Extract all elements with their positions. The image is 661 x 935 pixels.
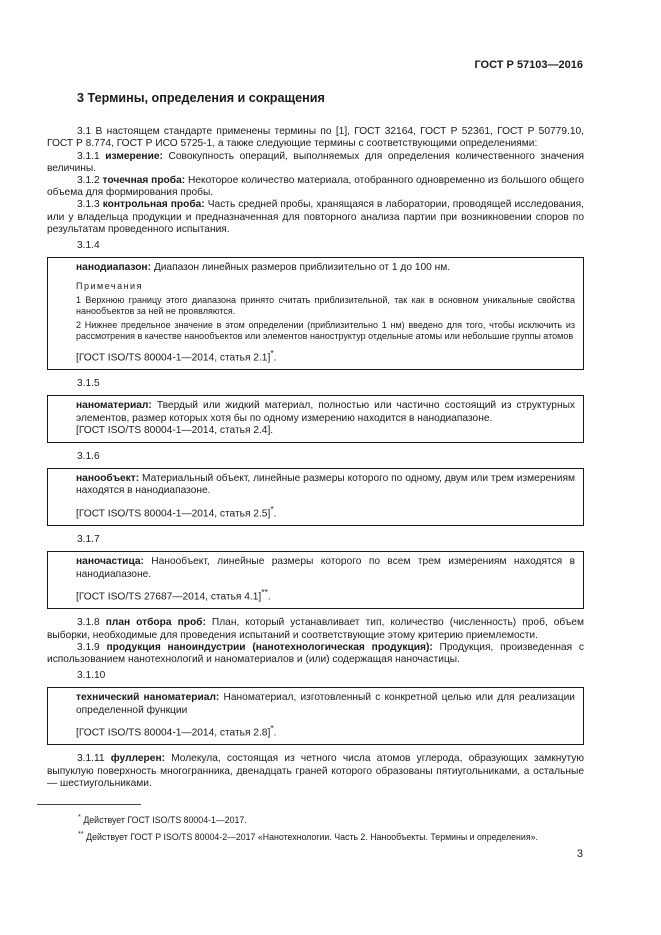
footnote-2: ** Действует ГОСТ Р ISO/TS 80004-2—2017 «Нанотехнологии. Часть 2. Нанообъекты. Термины и определения».: [78, 829, 538, 842]
term-name: продукция наноиндустрии (нанотехнологическая продукция):: [106, 641, 433, 653]
term-definition: Продукция, произведенная с использованием нанотехнологий и наноматериалов и (или) содержащая наночастицы.: [47, 641, 585, 666]
term-number: 3.1.3: [77, 199, 100, 211]
term-source: [ГОСТ ISO/TS 27687—2014, статья 4.1]**.: [76, 586, 271, 603]
term-number-3-1-10: 3.1.10: [77, 670, 106, 682]
note-1: 1 Верхнюю границу этого диапазона принято считать приблизительной, так как в основном уникальные свойства нанообъектов за ней не проявляются.: [76, 294, 575, 316]
footnote-1: * Действует ГОСТ ISO/TS 80004-1—2017.: [78, 812, 247, 825]
term-3-1-11: [47, 753, 584, 790]
term-definition: Диапазон линейных размеров приблизительно от 1 до 100 нм.: [153, 262, 451, 274]
term-source: [ГОСТ ISO/TS 80004-1—2014, статья 2.5]*.: [76, 503, 277, 520]
term-definition: Нанообъект, линейные размеры которого по всем трем измерениям находятся в нанодиапазоне.: [76, 556, 575, 580]
term-name: контрольная проба:: [102, 199, 205, 211]
term-name: фуллерен:: [110, 753, 165, 765]
term-definition: Наноматериал, изготовленный с конкретной целью или для реализации определенной функции: [76, 692, 575, 716]
footnote-marker: *: [270, 503, 274, 514]
term-entry: [76, 400, 575, 424]
term-definition: План, который устанавливает тип, количество (численность) проб, объем выборки, необходимые для проведения испытаний и соответствующие этому критерию приемлемости.: [47, 617, 584, 641]
term-name: наночастица:: [76, 556, 144, 568]
term-entry: [76, 692, 575, 716]
term-definition: Твердый или жидкий материал, полностью или частично состоящий из структурных элементов, размер которых хотя бы по одному измерению находится в нанодиапазоне.: [76, 400, 575, 424]
section-title: 3 Термины, определения и сокращения: [77, 91, 325, 105]
term-3-1-8: [47, 617, 584, 641]
term-number: 3.1.2: [77, 175, 100, 187]
term-number: 3.1.9: [77, 641, 100, 653]
term-box-3-1-7: [47, 551, 584, 609]
term-number: 3.1.1: [77, 150, 100, 162]
term-source: [ГОСТ ISO/TS 80004-1—2014, статья 2.8]*.: [76, 722, 277, 739]
footnote-separator: [37, 804, 141, 805]
note-2: 2 Нижнее предельное значение в этом определении (приблизительно 1 нм) введено для того, чтобы исключить из рассмотрения в качестве нанообъектов или элементов наноструктур отдельные атомы или небольшие группы атомов: [76, 319, 575, 341]
term-definition: Материальный объект, линейные размеры которого по одному, двум или трем измерениям находятся в нанодиапазоне.: [76, 473, 575, 497]
term-box-3-1-6: [47, 468, 584, 526]
term-entry: [76, 473, 575, 497]
footnote-marker: **: [78, 829, 84, 838]
term-definition: Совокупность операций, выполняемых для определения количественного значения величины.: [47, 150, 584, 174]
term-3-1-3: [47, 199, 584, 236]
page-number: 3: [576, 848, 583, 860]
term-source: [ГОСТ ISO/TS 80004-1—2014, статья 2.1]*.: [76, 347, 277, 364]
term-entry: [76, 556, 575, 580]
term-source: [ГОСТ ISO/TS 80004-1—2014, статья 2.4].: [76, 424, 274, 436]
term-name: измерение:: [105, 150, 163, 162]
term-name: план отбора проб:: [105, 617, 206, 629]
term-name: точечная проба:: [102, 175, 186, 187]
term-entry: [76, 262, 575, 274]
intro-paragraph: 3.1 В настоящем стандарте применены термины по [1], ГОСТ 32164, ГОСТ Р 52361, ГОСТ Р 50779.10, ГОСТ Р 8.774, ГОСТ Р ИСО 5725-1, а также следующие термины с соответствующими определениями:: [47, 126, 584, 150]
page-content: [47, 92, 584, 790]
term-name: технический наноматериал:: [76, 692, 220, 704]
footnote-marker: *: [270, 722, 274, 733]
term-number-3-1-4: 3.1.4: [77, 240, 100, 252]
term-3-1-2: [47, 175, 584, 199]
term-name: нанообъект:: [76, 473, 140, 485]
document-id: ГОСТ Р 57103—2016: [474, 59, 583, 71]
term-box-3-1-4: [47, 257, 584, 370]
term-name: нанодиапазон:: [76, 262, 151, 274]
notes-heading: Примечания: [76, 281, 143, 292]
footnote-marker: *: [270, 347, 274, 358]
term-3-1-1: [47, 151, 584, 175]
term-number-3-1-5: 3.1.5: [77, 378, 100, 390]
term-definition: Некоторое количество материала, отобранного одновременно из большого общего объема для формирования пробы.: [47, 175, 584, 199]
term-definition: Молекула, состоящая из четного числа атомов углерода, образующих замкнутую выпуклую поверхность многогранника, двенадцать граней которого образованы пятиугольниками, а остальные — шестиугольниками.: [47, 753, 584, 789]
term-number-3-1-6: 3.1.6: [77, 451, 100, 463]
term-box-3-1-10: [47, 687, 584, 745]
term-definition: Часть средней пробы, хранящаяся в лаборатории, проводящей исследования, или у владельца продукции и предназначенная для повторного анализа партии при возникновении споров по результатам проведенного испытания.: [47, 199, 584, 235]
footnote-marker: **: [261, 586, 268, 597]
term-number: 3.1.11: [77, 753, 105, 765]
footnote-marker: *: [78, 812, 81, 821]
term-3-1-9: [47, 642, 584, 666]
term-number: 3.1.8: [77, 617, 100, 629]
term-number-3-1-7: 3.1.7: [77, 534, 100, 546]
term-name: наноматериал:: [76, 400, 152, 412]
term-box-3-1-5: [47, 395, 584, 443]
